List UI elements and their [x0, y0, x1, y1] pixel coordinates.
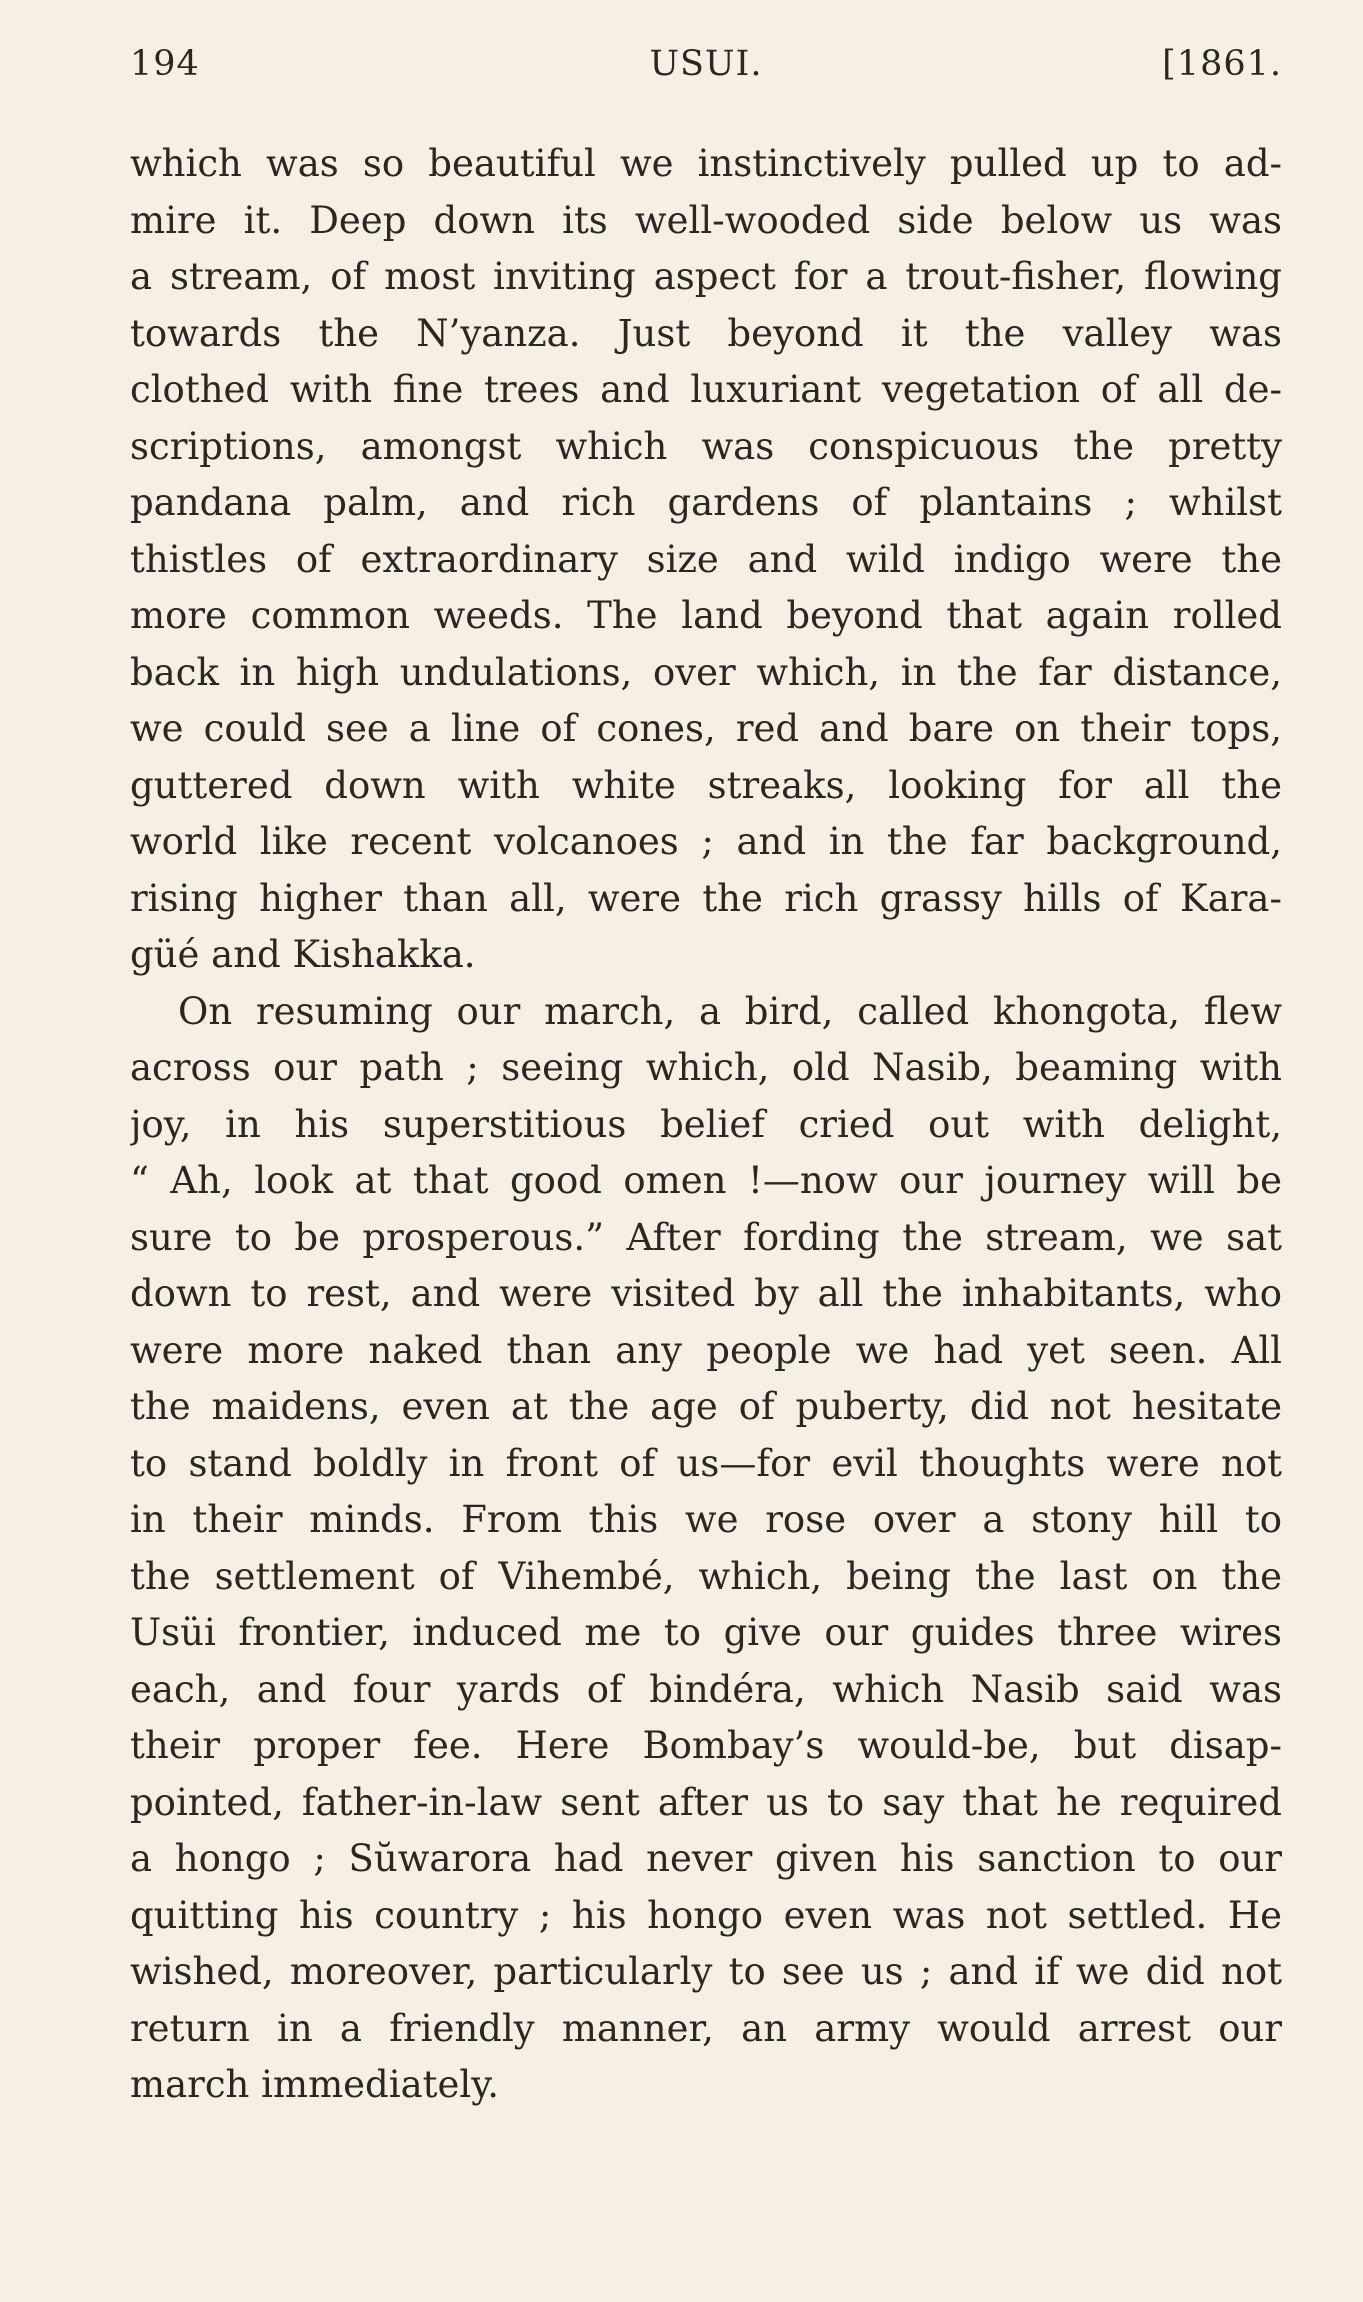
text-line: thistles of extraordinary size and wild indigo were the: [130, 537, 1282, 581]
paragraph: [130, 136, 1282, 984]
text-line: march immediately.: [130, 2063, 499, 2106]
page-header: [130, 44, 1282, 104]
text-line: quitting his country ; his hongo even was not settled. He: [130, 1893, 1282, 1937]
text-line: we could see a line of cones, red and bare on their tops,: [130, 707, 1282, 750]
text-line: mire it. Deep down its well-wooded side below us was: [130, 198, 1282, 242]
year-label: [1861.: [1162, 44, 1282, 84]
text-line: Usüi frontier, induced me to give our guides three wires: [130, 1611, 1282, 1654]
body-text: [130, 136, 1282, 2114]
text-line: pointed, father-in-law sent after us to say that he required: [130, 1780, 1282, 1824]
paragraph: [130, 984, 1282, 2114]
text-line: a hongo ; Sŭwarora had never given his sanction to our: [130, 1837, 1282, 1880]
text-line: rising higher than all, were the rich grassy hills of Kara-: [130, 876, 1282, 920]
text-line: were more naked than any people we had yet seen. All: [130, 1328, 1282, 1372]
text-line: scriptions, amongst which was conspicuous the pretty: [130, 424, 1282, 468]
text-line: world like recent volcanoes ; and in the far background,: [130, 820, 1282, 863]
text-line: “ Ah, look at that good omen !—now our journey will be: [130, 1159, 1282, 1202]
text-line: more common weeds. The land beyond that again rolled: [130, 594, 1282, 637]
page-number: 194: [130, 44, 200, 84]
text-line: guttered down with white streaks, looking for all the: [130, 763, 1282, 807]
text-line: towards the N’yanza. Just beyond it the valley was: [130, 311, 1282, 355]
text-line: across our path ; seeing which, old Nasib, beaming with: [130, 1046, 1282, 1089]
text-line: güé and Kishakka.: [130, 933, 476, 976]
text-line: clothed with fine trees and luxuriant vegetation of all de-: [130, 368, 1282, 411]
text-line: On resuming our march, a bird, called khongota, flew: [178, 989, 1282, 1033]
text-line: to stand boldly in front of us—for evil thoughts were not: [130, 1441, 1282, 1485]
text-line: a stream, of most inviting aspect for a trout-fisher, flowing: [130, 255, 1282, 298]
text-line: which was so beautiful we instinctively pulled up to ad-: [130, 142, 1282, 185]
text-line: back in high undulations, over which, in the far distance,: [130, 650, 1282, 694]
text-line: sure to be prosperous.” After fording the stream, we sat: [130, 1215, 1282, 1259]
text-line: return in a friendly manner, an army would arrest our: [130, 2006, 1282, 2050]
running-head: USUI.: [649, 44, 763, 84]
text-line: the maidens, even at the age of puberty, did not hesitate: [130, 1385, 1282, 1428]
text-line: each, and four yards of bindéra, which Nasib said was: [130, 1667, 1282, 1711]
text-line: joy, in his superstitious belief cried out with delight,: [130, 1102, 1282, 1146]
text-line: pandana palm, and rich gardens of plantains ; whilst: [130, 481, 1282, 524]
text-line: wished, moreover, particularly to see us ; and if we did not: [130, 1950, 1282, 1993]
text-line: down to rest, and were visited by all the inhabitants, who: [130, 1272, 1282, 1315]
text-line: their proper fee. Here Bombay’s would-be, but disap-: [130, 1724, 1282, 1767]
text-line: the settlement of Vihembé, which, being the last on the: [130, 1554, 1282, 1598]
text-line: in their minds. From this we rose over a stony hill to: [130, 1498, 1282, 1541]
